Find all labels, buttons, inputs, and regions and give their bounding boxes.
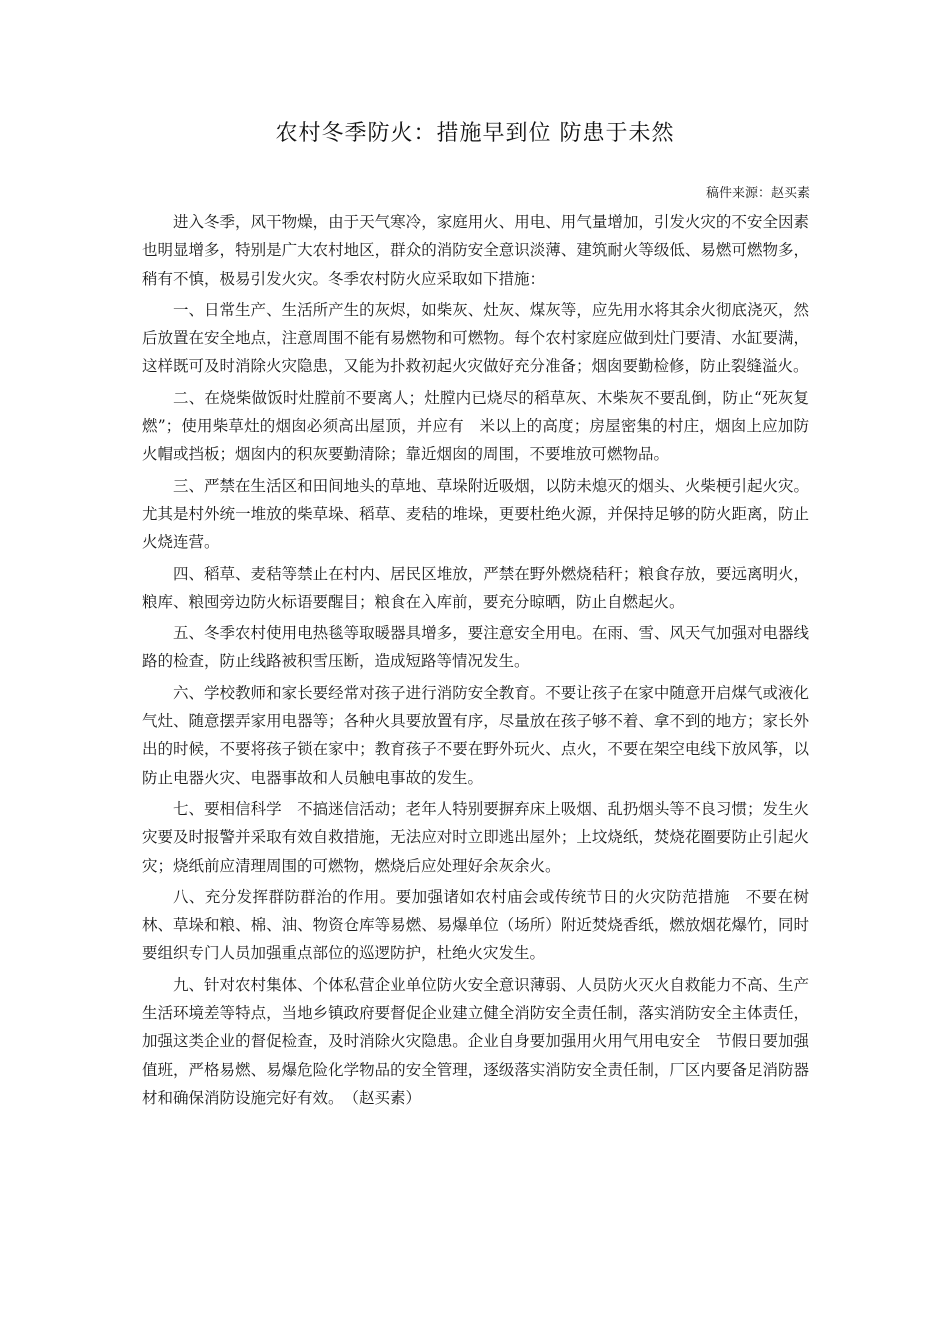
paragraph-9: 九、针对农村集体、个体私营企业单位防火安全意识薄弱、人员防火灭火自救能力不高、生产生活环境差等特点，当地乡镇政府要督促企业建立健全消防安全责任制，落实消防安全主体责任，加强这类企业的督促检查，及时消除火灾隐患。企业自身要加强用火用气用电安全 节假日要加强值班，严格易燃、易爆危险化学物品的安全管理，逐级落实消防安全责任制，厂区内要备足消防器材和确保消防设施完好有效。 （赵买素） [142,975,809,1107]
paragraph-6: 六、学校教师和家长要经常对孩子进行消防安全教育。不要让孩子在家中随意开启煤气或液化气灶、随意摆弄家用电器等；各种火具要放置有序，尽量放在孩子够不着、拿不到的地方；家长外出的时候，不要将孩子锁在家中；教育孩子不要在野外玩火、点火，不要在架空电线下放风筝，以防止电器火灾、电器事故和人员触电事故的发生。 [142,683,809,787]
paragraph-5: 五、冬季农村使用电热毯等取暖器具增多，要注意安全用电。在雨、雪、风天气加强对电器线路的检查，防止线路被积雪压断，造成短路等情况发生。 [142,624,809,671]
document-title: 农村冬季防火：措施早到位 防患于未然 [275,121,675,146]
paragraph-1: 一、日常生产、生活所产生的灰烬，如柴灰、灶灰、煤灰等，应先用水将其余火彻底浇灭，然后放置在安全地点，注意周围不能有易燃物和可燃物。每个农村家庭应做到灶门要清、水缸要满，这样既可及时消除火灾隐患，又能为扑救初起火灾做好充分准备；烟囱要勤检修，防止裂缝溢火。 [142,300,809,376]
article-source: 稿件来源：赵买素 [705,186,810,201]
paragraph-intro: 进入冬季，风干物燥，由于天气寒冷，家庭用火、用电、用气量增加，引发火灾的不安全因素也明显增多，特别是广大农村地区，群众的消防安全意识淡薄、建筑耐火等级低、易燃可燃物多，稍有不慎，极易引发火灾。冬季农村防火应采取如下措施： [142,213,809,288]
paragraph-2: 二、在烧柴做饭时灶膛前不要离人；灶膛内已烧尽的稻草灰、木柴灰不要乱倒，防止“死灰复燃”；使用柴草灶的烟囱必须高出屋顶，并应有 米以上的高度；房屋密集的村庄，烟囱上应加防火帽或挡板；烟囱内的积灰要勤清除；靠近烟囱的周围，不要堆放可燃物品。 [142,388,809,464]
article-body [142,208,809,1115]
paragraph-3: 三、严禁在生活区和田间地头的草地、草垛附近吸烟，以防未熄灭的烟头、火柴梗引起火灾。尤其是村外统一堆放的柴草垛、稻草、麦秸的堆垛，更要杜绝火源，并保持足够的防火距离，防止火烧连营。 [142,476,809,552]
paragraph-4: 四、稻草、麦秸等禁止在村内、居民区堆放，严禁在野外燃烧秸秆；粮食存放，要远离明火，粮库、粮囤旁边防火标语要醒目；粮食在入库前，要充分晾晒，防止自燃起火。 [142,564,809,611]
paragraph-8: 八、充分发挥群防群治的作用。要加强诸如农村庙会或传统节日的火灾防范措施 不要在树林、草垛和粮、棉、油、物资仓库等易燃、易爆单位（场所）附近焚烧香纸，燃放烟花爆竹，同时要组织专门人员加强重点部位的巡逻防护，杜绝火灾发生。 [142,887,809,963]
paragraph-7: 七、要相信科学 不搞迷信活动；老年人特别要摒弃床上吸烟、乱扔烟头等不良习惯；发生火灾要及时报警并采取有效自救措施，无法应对时立即逃出屋外；上坟烧纸，焚烧花圈要防止引起火灾；烧纸前应清理周围的可燃物，燃烧后应处理好余灰余火。 [142,799,809,875]
